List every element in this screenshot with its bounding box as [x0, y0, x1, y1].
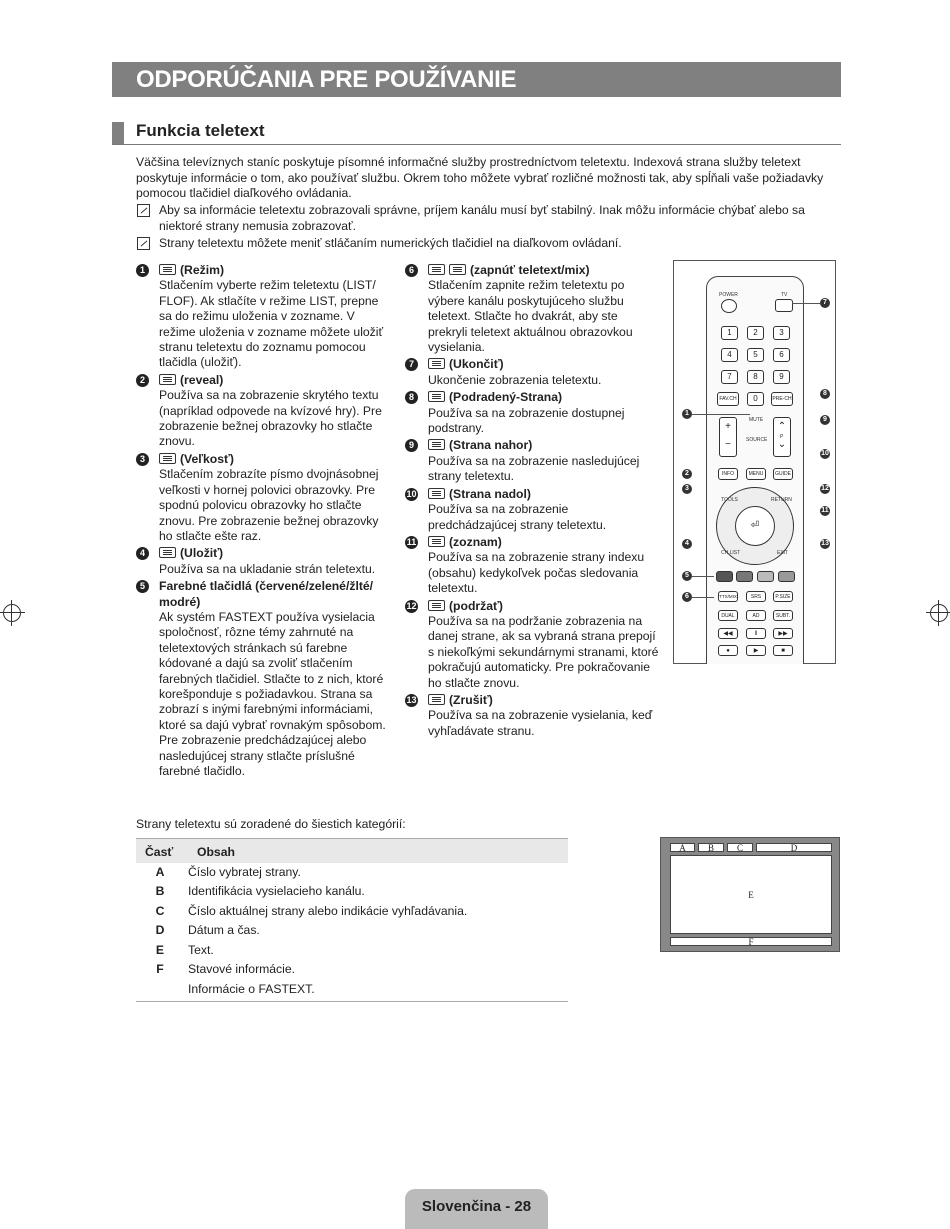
- item-number: 5: [136, 580, 149, 593]
- callout-5: 5: [682, 571, 692, 581]
- callout-3: 3: [682, 484, 692, 494]
- row-key: E: [155, 942, 165, 957]
- digit-button: 4: [721, 348, 738, 362]
- row-value: Stavové informácie.: [188, 962, 296, 977]
- item-hold: [405, 599, 660, 691]
- return-label: RETURN: [771, 497, 792, 503]
- table-row: [136, 863, 568, 883]
- page-down-key-icon: [428, 488, 445, 499]
- mute-label: MUTE: [749, 417, 764, 423]
- row-value: Identifikácia vysielacieho kanálu.: [188, 884, 365, 899]
- item-sub-page: [405, 390, 660, 436]
- fast-forward-icon: ▶▶: [773, 628, 793, 639]
- row-key: B: [155, 884, 165, 899]
- pre-ch-button: PRE-CH: [771, 392, 793, 406]
- tools-label: TOOLS: [721, 497, 738, 503]
- layout-area-c: C: [727, 843, 753, 852]
- item-number: 10: [406, 488, 417, 499]
- exit-label: EXIT: [777, 550, 789, 556]
- callout-1: 1: [682, 409, 692, 419]
- digit-button: 9: [773, 370, 790, 384]
- item-title: Farebné tlačidlá (červené/zelené/žlté/ modré): [159, 579, 374, 609]
- header-content: Obsah: [188, 839, 568, 863]
- enter-button-icon: ⏎: [735, 506, 775, 546]
- subt-button: SUBT.: [773, 610, 793, 621]
- item-number: 7: [405, 358, 418, 371]
- callout-10: 10: [821, 450, 829, 457]
- note-text: Aby sa informácie teletextu zobrazovali správne, príjem kanálu musí byť stabilný. Inak môžu informácie chýbať alebo sa niektoré strany nemusia zobrazovať.: [159, 203, 805, 233]
- p-label: P: [780, 434, 784, 440]
- layout-area-f: F: [670, 937, 832, 946]
- play-icon: ▶: [746, 645, 766, 656]
- row-value: Číslo aktuálnej strany alebo indikácie vyhľadávania.: [188, 903, 468, 918]
- volume-rocker: + −: [719, 417, 737, 457]
- note-text: Strany teletextu môžete meniť stláčaním numerických tlačidiel na diaľkovom ovládaní.: [159, 236, 622, 250]
- layout-area-d: D: [756, 843, 832, 852]
- hold-key-icon: [428, 600, 445, 611]
- row-key: C: [155, 903, 165, 918]
- item-number: 4: [136, 547, 149, 560]
- index-key-icon: [428, 536, 445, 547]
- ttx-mix-button: TTX/MIX: [718, 591, 738, 602]
- pause-icon: ll: [746, 628, 766, 639]
- item-number: 13: [406, 694, 417, 705]
- table-row: [136, 902, 568, 922]
- item-text: Používa sa na zobrazenie strany indexu (obsahu) kedykoľvek počas sledovania teletextu.: [428, 550, 645, 596]
- item-text: Používa sa na zobrazenie nasledujúcej strany teletextu.: [428, 453, 640, 484]
- item-title: (Zrušiť): [449, 692, 493, 707]
- note-1: [136, 203, 836, 234]
- item-number: 9: [405, 439, 418, 452]
- item-text: Používa sa na ukladanie strán teletextu.: [159, 561, 376, 576]
- sub-page-key-icon: [428, 391, 445, 402]
- red-button: [716, 571, 733, 582]
- item-size: [136, 452, 386, 544]
- item-title: (zoznam): [449, 534, 502, 549]
- power-label: POWER: [719, 292, 738, 298]
- mode-key-icon: [159, 264, 176, 275]
- item-text: Používa sa na zobrazenie skrytého textu (napríklad odpovede na kvízové hry). Pre zobrazenie bežnej obrazovky ho stlačte znovu.: [159, 388, 382, 449]
- callout-line: [692, 414, 750, 415]
- section-heading-bar: [112, 122, 124, 144]
- item-title: (podržať): [449, 598, 503, 613]
- row-key: D: [155, 923, 165, 938]
- digit-button: 6: [773, 348, 790, 362]
- row-value: Text.: [188, 942, 214, 957]
- item-number: 3: [136, 453, 149, 466]
- item-title: (Strana nahor): [449, 438, 533, 453]
- digit-button: 5: [747, 348, 764, 362]
- note-icon: [137, 204, 150, 217]
- item-number: 11: [406, 536, 417, 547]
- record-icon: ●: [718, 645, 738, 656]
- cancel-key-icon: [428, 694, 445, 705]
- callout-8: 8: [820, 389, 830, 399]
- menu-button: MENU: [746, 468, 766, 480]
- table-intro: Strany teletextu sú zoradené do šiestich kategórií:: [136, 817, 406, 831]
- tv-button: [775, 299, 793, 312]
- row-key: F: [156, 962, 164, 977]
- item-store: [136, 546, 386, 577]
- row-value: Informácie o FASTEXT.: [188, 980, 568, 1001]
- items-right-column: [405, 263, 660, 741]
- callout-13: 13: [821, 540, 829, 547]
- note-2: [136, 236, 836, 252]
- callout-9: 9: [820, 415, 830, 425]
- items-left-column: [136, 263, 386, 781]
- callout-12: 12: [821, 485, 829, 492]
- power-icon: [721, 299, 737, 313]
- digit-button: 8: [747, 370, 764, 384]
- p-size-button: P.SIZE: [773, 591, 793, 602]
- item-text: Používa sa na zobrazenie predchádzajúcej strany teletextu.: [428, 502, 607, 532]
- layout-area-e: E: [670, 855, 832, 934]
- item-text: Stlačením zobrazíte písmo dvojnásobnej veľkosti v hornej polovici obrazovky. Pre spodnú polovicu obrazovky ho stlačte znovu. Pre zobrazenie bežnej obrazovky ho stlačte ešte raz.: [159, 467, 379, 543]
- item-mode: [136, 263, 386, 371]
- tv-label: TV: [781, 292, 788, 298]
- teletext-layout-diagram: [660, 837, 840, 952]
- item-title: (Ukončiť): [449, 357, 504, 372]
- row-value: Číslo vybratej strany.: [188, 864, 301, 879]
- guide-button: GUIDE: [773, 468, 793, 480]
- header-part: Časť: [136, 839, 188, 863]
- digit-button: 0: [747, 392, 764, 406]
- item-reveal: [136, 373, 386, 450]
- intro-paragraph: Väčšina televíznych staníc poskytuje písomné informačné služby prostredníctvom teletextu. Indexová strana služby teletext poskytuje informácie o tom, ako používať službu. Okrem toho môžete vybrať rozličné možnosti tak, aby spĺňali vaše požiadavky pomocou tlačidiel diaľkového ovládania.: [136, 155, 824, 200]
- teletext-key-icon: [428, 264, 445, 275]
- callout-6: 6: [682, 592, 692, 602]
- layout-area-a: A: [670, 843, 695, 852]
- item-text: Stlačením vyberte režim teletextu (LIST/ FLOF). Ak stlačíte v režime LIST, prepne sa do režimu uloženia v zozname. V režime uloženia v zozname môžete uložiť stranu teletextu do zoznamu pomocou tlačidla (uložiť).: [159, 278, 384, 370]
- item-text: Používa sa na podržanie zobrazenia na danej strane, ak sa vybraná strana prepojí s niekoľkými sekundárnymi stranami, ktoré pokračujú automaticky. Pre pokračovanie ho stlačte znovu.: [428, 613, 659, 690]
- dual-button: DUAL: [718, 610, 738, 621]
- item-text: Používa sa na zobrazenie vysielania, keď vyhľadávate stranu.: [428, 708, 653, 738]
- item-number: 6: [405, 264, 418, 277]
- row-key: [136, 980, 188, 1001]
- item-title: (Veľkosť): [180, 451, 234, 466]
- reveal-key-icon: [159, 374, 176, 385]
- item-number: 12: [406, 600, 417, 611]
- callout-line: [692, 597, 714, 598]
- layout-area-b: B: [698, 843, 724, 852]
- store-key-icon: [159, 547, 176, 558]
- item-text: Ukončenie zobrazenia teletextu.: [428, 372, 602, 387]
- digit-button: 3: [773, 326, 790, 340]
- parts-table: [136, 838, 568, 1002]
- item-title: (reveal): [180, 372, 224, 387]
- blue-button: [778, 571, 795, 582]
- fav-ch-button: FAV.CH: [717, 392, 739, 406]
- table-row: [136, 960, 568, 980]
- ch-list-label: CH LIST: [721, 550, 741, 556]
- item-title: (Uložiť): [180, 546, 224, 561]
- item-text: Používa sa na zobrazenie dostupnej podstrany.: [428, 405, 625, 436]
- section-title: Funkcia teletext: [136, 121, 265, 140]
- item-number: 2: [136, 374, 149, 387]
- table-row: [136, 980, 568, 1001]
- item-number: 1: [136, 264, 149, 277]
- page-banner-title: ODPORÚČANIA PRE POUŽÍVANIE: [112, 62, 841, 97]
- source-label: SOURCE: [746, 437, 768, 443]
- item-exit: [405, 357, 660, 388]
- item-page-down: [405, 487, 660, 533]
- item-cancel: [405, 693, 660, 739]
- size-key-icon: [159, 453, 176, 464]
- callout-2: 2: [682, 469, 692, 479]
- info-button: INFO: [718, 468, 738, 480]
- digit-button: 1: [721, 326, 738, 340]
- table-row: [136, 941, 568, 961]
- digit-button: 7: [721, 370, 738, 384]
- srs-button: SRS: [746, 591, 766, 602]
- green-button: [736, 571, 753, 582]
- table-header-row: [136, 839, 568, 863]
- exit-key-icon: [428, 358, 445, 369]
- remote-control-illustration: [706, 276, 804, 664]
- row-key: A: [155, 864, 165, 879]
- item-title: (zapnúť teletext/mix): [470, 263, 590, 277]
- digit-button: 2: [747, 326, 764, 340]
- item-index: [405, 535, 660, 597]
- item-title: (Podradený-Strana): [449, 390, 563, 405]
- table-row: [136, 882, 568, 902]
- row-value: Dátum a čas.: [188, 923, 260, 938]
- page-footer: Slovenčina - 28: [405, 1189, 548, 1229]
- registration-mark-left: [3, 604, 21, 622]
- item-title: (Strana nadol): [449, 486, 531, 501]
- section-heading: [112, 121, 841, 145]
- item-page-up: [405, 438, 660, 484]
- item-text: Ak systém FASTEXT používa vysielacia spoločnosť, rôzne témy zahrnuté na teletextových stránkach sú farebne kódované a dajú sa zvoliť stlačením farebných tlačidiel. Stlačte to z nich, ktoré korešponduje s požiadavkou. Strana sa zobrazí s inými farebnými informáciami, ktoré sa dajú vybrať rovnakým spôsobom. Pre zobrazenie predchádzajúcej alebo nasledujúcej strany stlačte príslušné farebné tlačidlo.: [159, 609, 386, 778]
- registration-mark-right: [930, 604, 948, 622]
- callout-line: [792, 303, 820, 304]
- table-row: [136, 921, 568, 941]
- note-icon: [137, 237, 150, 250]
- item-color-buttons: [136, 579, 386, 779]
- item-teletext-on: [405, 263, 660, 355]
- callout-4: 4: [682, 539, 692, 549]
- item-title: (Režim): [180, 263, 225, 277]
- callout-11: 11: [821, 507, 829, 514]
- item-number: 8: [405, 391, 418, 404]
- rewind-icon: ◀◀: [718, 628, 738, 639]
- item-text: Stlačením zapnite režim teletextu po výbere kanálu poskytujúceho službu teletext. Stlačte ho dvakrát, aby ste prekryli teletext aktuálnou obrazovkou vysielania.: [428, 278, 633, 355]
- callout-7: 7: [820, 298, 830, 308]
- stop-icon: ■: [773, 645, 793, 656]
- channel-rocker: ⌃ ⌄: [773, 417, 791, 457]
- page-up-key-icon: [428, 439, 445, 450]
- ad-button: AD: [746, 610, 766, 621]
- callout-line: [692, 576, 714, 577]
- mix-key-icon: [449, 264, 466, 275]
- yellow-button: [757, 571, 774, 582]
